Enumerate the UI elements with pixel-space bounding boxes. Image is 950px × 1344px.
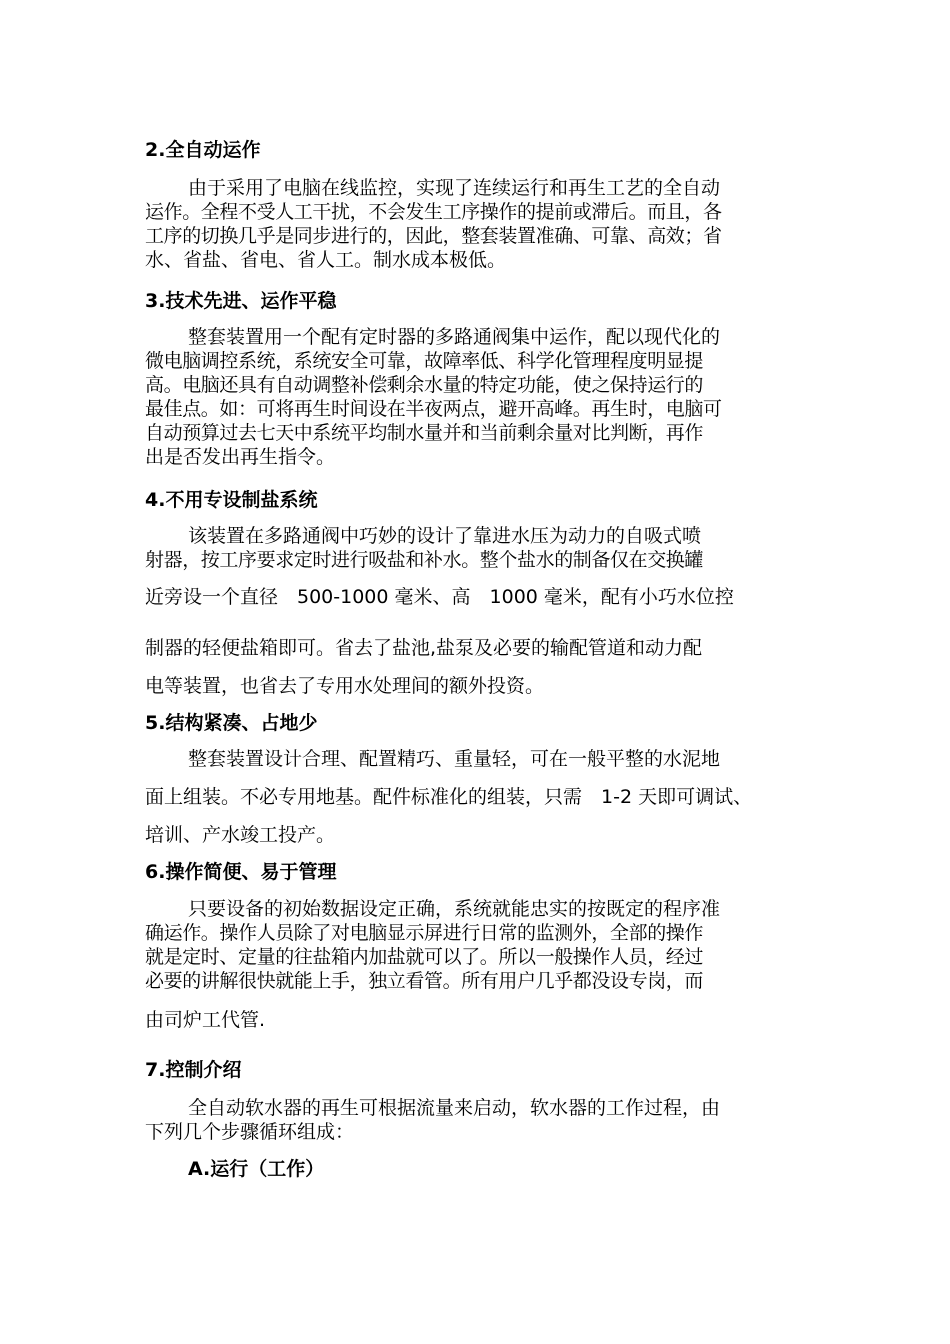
- paragraph-line: 最佳点。如：可将再生时间设在半夜两点，避开高峰。再生时，电脑可: [145, 398, 722, 420]
- paragraph-line: 由司炉工代管.: [145, 1009, 266, 1031]
- paragraph-line: 运作。全程不受人工干扰，不会发生工序操作的提前或滞后。而且，各: [145, 201, 722, 223]
- paragraph-line: 高。电脑还具有自动调整补偿剩余水量的特定功能，使之保持运行的: [145, 374, 704, 396]
- paragraph-line: 水、省盐、省电、省人工。制水成本极低。: [145, 249, 507, 271]
- paragraph-line: 整套装置用一个配有定时器的多路通阀集中运作，配以现代化的: [188, 326, 721, 348]
- paragraph-line: 自动预算过去七天中系统平均制水量并和当前剩余量对比判断，再作: [145, 422, 704, 444]
- paragraph-line: 只要设备的初始数据设定正确，系统就能忠实的按既定的程序准: [188, 898, 721, 920]
- subsection-heading-a: A.运行（工作）: [188, 1158, 325, 1180]
- paragraph-line: 面上组装。不必专用地基。配件标准化的组装，只需 1-2 天即可调试、: [145, 786, 753, 808]
- paragraph-line: 下列几个步骤循环组成：: [145, 1121, 355, 1143]
- paragraph-line: 必要的讲解很快就能上手，独立看管。所有用户几乎都没设专岗，而: [145, 970, 704, 992]
- section-body-2: [145, 176, 817, 272]
- paragraph-line: 近旁设一个直径 500-1000 毫米、高 1000 毫米，配有小巧水位控: [145, 586, 734, 608]
- paragraph-line: 由于采用了电脑在线监控，实现了连续运行和再生工艺的全自动: [188, 177, 721, 199]
- section-heading-6: 6.操作简便、易于管理: [145, 861, 337, 883]
- paragraph-line: 整套装置设计合理、配置精巧、重量轻，可在一般平整的水泥地: [188, 748, 721, 770]
- paragraph-line: 制器的轻便盐箱即可。省去了盐池,盐泵及必要的输配管道和动力配: [145, 637, 703, 659]
- section-heading-3: 3.技术先进、运作平稳: [145, 290, 337, 312]
- paragraph-line: 全自动软水器的再生可根据流量来启动，软水器的工作过程，由: [188, 1097, 721, 1119]
- section-body-7: [145, 1096, 817, 1144]
- paragraph-line: 电等装置，也省去了专用水处理间的额外投资。: [145, 675, 545, 697]
- section-heading-4: 4.不用专设制盐系统: [145, 489, 318, 511]
- section-heading-5: 5.结构紧凑、占地少: [145, 712, 318, 734]
- section-body-3: [145, 325, 817, 469]
- paragraph-line: 该装置在多路通阀中巧妙的设计了靠进水压为动力的自吸式喷: [188, 525, 702, 547]
- paragraph-line: 微电脑调控系统，系统安全可靠，故障率低、科学化管理程度明显提: [145, 350, 704, 372]
- paragraph-line: 培训、产水竣工投产。: [145, 824, 336, 846]
- section-heading-7: 7.控制介绍: [145, 1059, 242, 1081]
- paragraph-line: 出是否发出再生指令。: [145, 446, 336, 468]
- paragraph-line: 工序的切换几乎是同步进行的，因此，整套装置准确、可靠、高效；省: [145, 225, 722, 247]
- section-heading-2: 2.全自动运作: [145, 139, 261, 161]
- paragraph-line: 确运作。操作人员除了对电脑显示屏进行日常的监测外，全部的操作: [145, 922, 704, 944]
- paragraph-line: 就是定时、定量的往盐箱内加盐就可以了。所以一般操作人员，经过: [145, 946, 704, 968]
- paragraph-line: 射器，按工序要求定时进行吸盐和补水。整个盐水的制备仅在交换罐: [145, 549, 704, 571]
